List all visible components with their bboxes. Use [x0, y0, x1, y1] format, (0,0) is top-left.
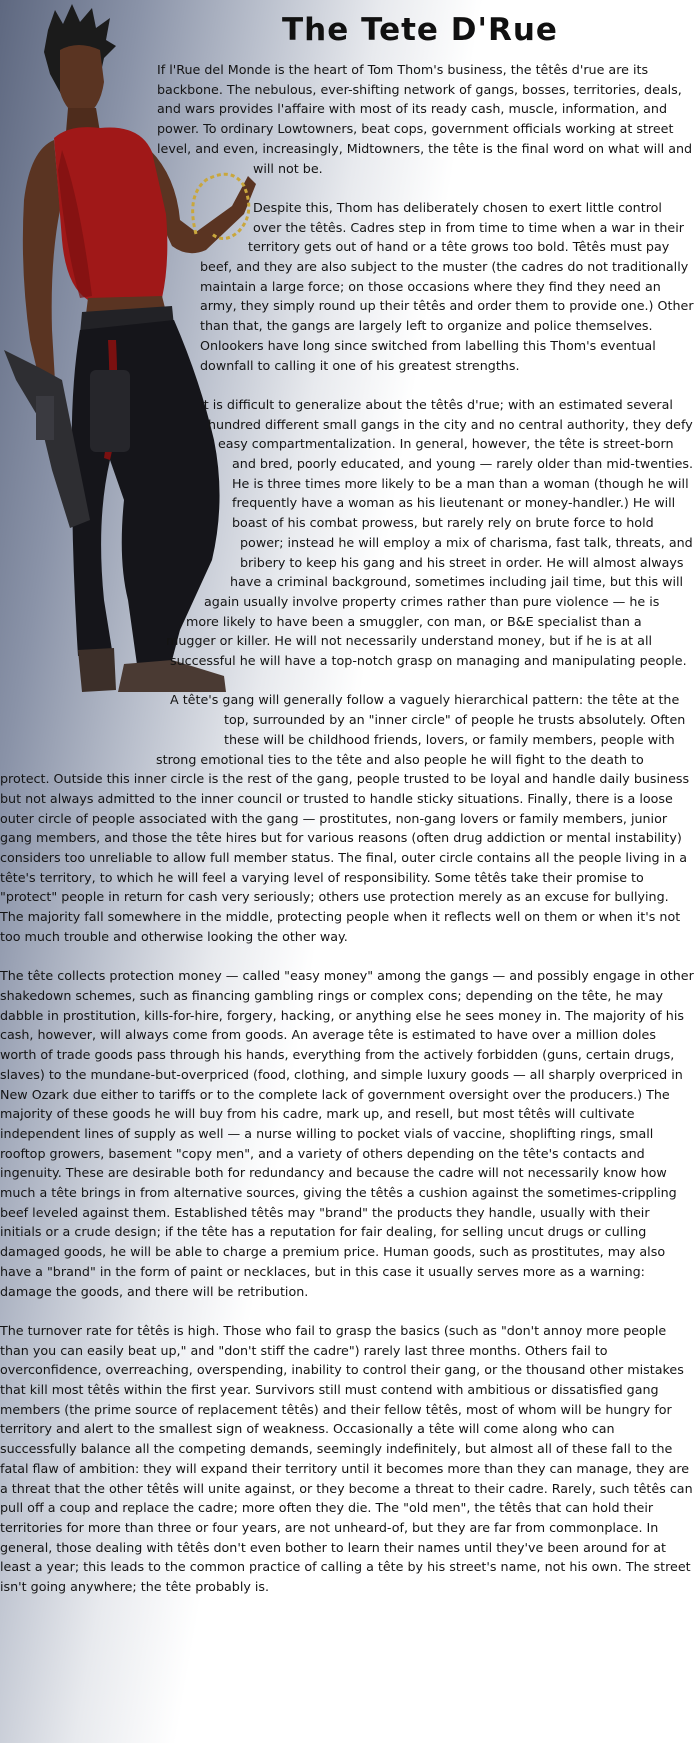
paragraph-3: It is difficult to generalize about the têtês d'rue; with an estimated several hundred different small gangs in the city and no central authority, they defy easy compartmentalization. In general, however, the tête is street-born and bred, poorly educated, and young — rarely older than mid-twenties. He is three times more likely to be a man than a woman (though he will frequently have a woman as his lieutenant or money-handler.) He will boast of his combat prowess, but rarely rely on brute force to hold power; instead he will employ a mix of charisma, fast talk, threats, and bribery to keep his gang and his street in order. He will almost always have a criminal background, sometimes including jail time, but this will again usually involve property crimes rather than pure violence — he is more likely to have been a smuggler, con man, or B&E specialist than a mugger or killer. He will not necessarily understand money, but if he is at all successful he will have a top-notch grasp on managing and manipulating people. — [166, 396, 694, 669]
paragraph-4: A tête's gang will generally follow a vaguely hierarchical pattern: the tête at the top, surrounded by an "inner circle" of people he trusts absolutely. Often these will be childhood friends, lovers, or family members, people with strong emotional ties to the tête and also people he will fight to the death to protect. Outside this inner circle is the rest of the gang, people trusted to be loyal and handle daily business but not always admitted to the inner council or trusted to handle sticky situations. Finally, there is a loose outer circle of people associated with the gang — prostitutes, non-gang lovers or family members, junior gang members, and those the tête hires but for various reasons (often drug addiction or mental instability) considers too unreliable to allow full member status. The final, outer circle contains all the people living in a tête's territory, to which he will feel a varying level of responsibility. Some têtês take their promise to "protect" people in return for cash very seriously; others use protection merely as an excuse for bullying. The majority fall somewhere in the middle, protecting people when it reflects well on them or when it's not too much trouble and otherwise looking the other way. — [0, 692, 690, 944]
page-title: The Tete D'Rue — [282, 12, 558, 48]
article-body — [0, 60, 694, 1616]
paragraph-5: The tête collects protection money — called "easy money" among the gangs — and possibly engage in other shakedown schemes, such as financing gambling rings or complex cons; depending on the tête, he may dabble in prostitution, kills-for-hire, forgery, hacking, or anything else he sees money in. The majority of his cash, however, will always come from goods. An average tête is estimated to have over a million doles worth of trade goods pass through his hands, everything from the actively forbidden (guns, certain drugs, slaves) to the mundane-but-overpriced (food, clothing, and simple luxury goods — all sharply overpriced in New Ozark due either to tariffs or to the complete lack of government oversight over the producers.) The majority of these goods he will buy from his cadre, mark up, and resell, but most têtês will cultivate independent lines of supply as well — a nurse willing to pocket vials of vaccine, shoplifting rings, small rooftop growers, basement "copy men", and a variety of others depending on the tête's contacts and ingenuity. These are desirable both for redundancy and because the cadre will not necessarily know how much a tête brings in from alternative sources, giving the têtês a cushion against the sometimes-crippling beef leveled against them. Established têtês may "brand" the products they handle, usually with their initials or a crude design; if the tête has a reputation for fair dealing, for selling uncut drugs or culling damaged goods, he will be able to charge a premium price. Human goods, such as prostitutes, may also have a "brand" in the form of paint or necklaces, but in this case it usually serves more as a warning: damage the goods, and there will be retribution. — [0, 968, 694, 1299]
paragraph-6: The turnover rate for têtês is high. Those who fail to grasp the basics (such as "don't annoy more people than you can easily beat up," and "don't stiff the cadre") rarely last three months. Others fail to overconfidence, overreaching, overspending, inability to control their gang, or the thousand other mistakes that kill most têtês within the first year. Survivors still must contend with ambitious or dissatisfied gang members (the prime source of replacement têtês) and their fellow têtês, most of whom will be hungry for territory and alert to the smallest sign of weakness. Occasionally a tête will come along who can successfully balance all the competing demands, seemingly indefinitely, but almost all of these fall to the fatal flaw of ambition: they will expand their territory until it becomes more than they can manage, they are a threat that the other têtês will unite against, or they become a threat to their cadre. Rarely, such têtês can pull off a coup and replace the cadre; more often they die. The "old men", the têtês that can hold their territories for more than three or four years, are not unheard-of, but they are far from commonplace. In general, those dealing with têtês don't even bother to learn their names until they've been around for at least a year; this leads to the common practice of calling a tête by his street's name, not his own. The street isn't going anywhere; the tête probably is. — [0, 1322, 693, 1595]
paragraph-1: If l'Rue del Monde is the heart of Tom Thom's business, the têtês d'rue are its backbone. The nebulous, ever-shifting network of gangs, bosses, territories, deals, and wars provides l'affaire with most of its ready cash, muscle, information, and power. To ordinary Lowtowners, beat cops, government officials working at street level, and even, increasingly, Midtowners, the tête is the final word on what will and will not be. — [157, 62, 693, 176]
paragraph-2: Despite this, Thom has deliberately chosen to exert little control over the têtês. Cadres step in from time to time when a war in their territory gets out of hand or a tête grows too bold. Têtês must pay beef, and they are also subject to the muster (the cadres do not traditionally maintain a large force; on those occasions where they find they need an army, they simply round up their têtês and order them to provide one.) Other than that, the gangs are largely left to organize and police themselves. Onlookers have long since switched from labelling this Thom's eventual downfall to calling it one of his greatest strengths. — [200, 199, 694, 373]
